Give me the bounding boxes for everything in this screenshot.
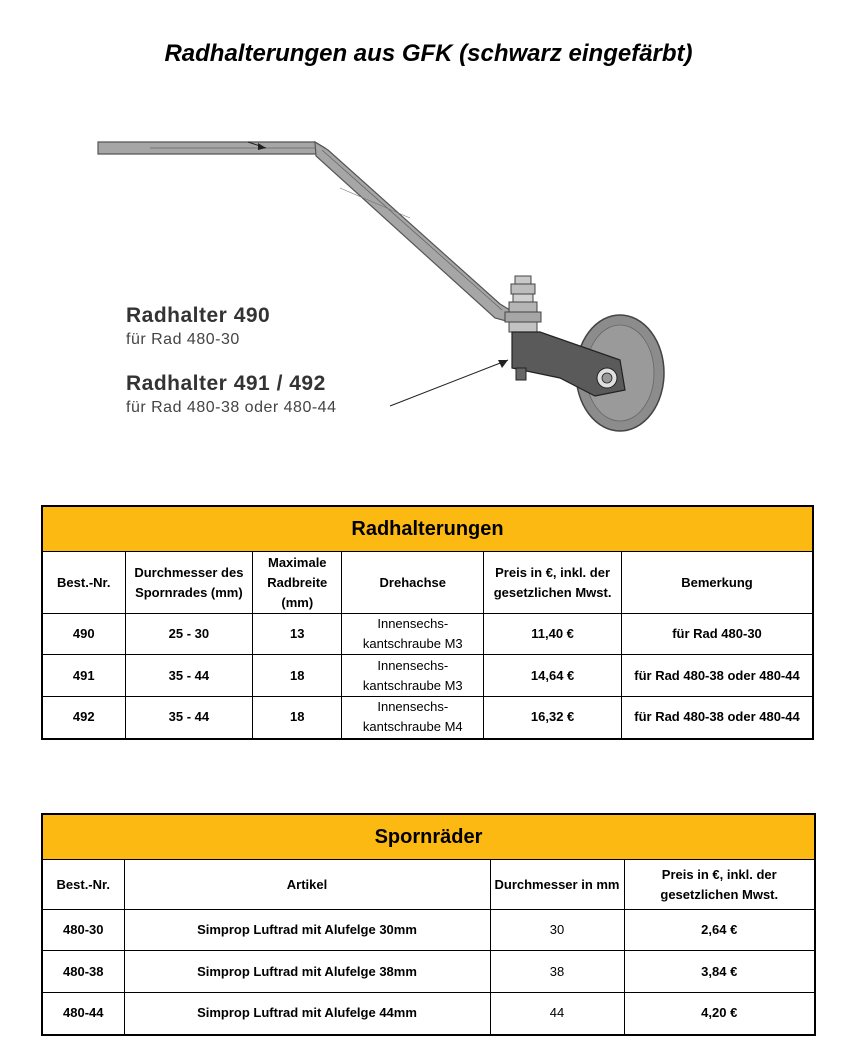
cell-preis: 2,64 € [624,910,815,951]
cell-radbreite: 18 [253,655,342,697]
cell-best-nr: 490 [42,614,125,655]
cell-preis: 4,20 € [624,993,815,1035]
cell-artikel: Simprop Luftrad mit Alufelge 44mm [124,993,490,1035]
table-row [42,993,815,1035]
cell-best-nr: 480-44 [42,993,124,1035]
label-radhalter-491-492-sub: für Rad 480-38 oder 480-44 [126,399,337,416]
cell-artikel: Simprop Luftrad mit Alufelge 38mm [124,951,490,993]
cell-artikel: Simprop Luftrad mit Alufelge 30mm [124,910,490,951]
label-radhalter-490: Radhalter 490 [126,304,271,327]
cell-durchmesser: 38 [490,951,624,993]
cell-preis: 14,64 € [484,655,622,697]
table-row [42,910,815,951]
cell-bemerkung: für Rad 480-38 oder 480-44 [621,697,813,739]
column-header: Durchmesser in mm [490,860,624,910]
column-header: Preis in €, inkl. der gesetzlichen Mwst. [484,552,622,614]
cell-bemerkung: für Rad 480-30 [621,614,813,655]
cell-durchmesser: 30 [490,910,624,951]
column-header: Best.-Nr. [42,860,124,910]
table-title: Radhalterungen [42,506,813,552]
cell-preis: 11,40 € [484,614,622,655]
table-row [42,655,813,697]
cell-durchmesser: 35 - 44 [125,697,253,739]
table-row [42,614,813,655]
radhalterungen-table [41,505,814,740]
cell-best-nr: 492 [42,697,125,739]
cell-drehachse: Innensechs-kantschraube M4 [342,697,484,739]
cell-durchmesser: 44 [490,993,624,1035]
column-header: Durchmesser des Spornrades (mm) [125,552,253,614]
table-title: Spornräder [42,814,815,860]
cell-radbreite: 13 [253,614,342,655]
cell-radbreite: 18 [253,697,342,739]
column-header: Bemerkung [621,552,813,614]
cell-best-nr: 480-30 [42,910,124,951]
cell-drehachse: Innensechs-kantschraube M3 [342,655,484,697]
table-row [42,697,813,739]
spornraeder-table [41,813,816,1036]
cell-best-nr: 480-38 [42,951,124,993]
cell-bemerkung: für Rad 480-38 oder 480-44 [621,655,813,697]
column-header: Preis in €, inkl. der gesetzlichen Mwst. [624,860,815,910]
table-row [42,951,815,993]
cell-drehachse: Innensechs-kantschraube M3 [342,614,484,655]
cell-best-nr: 491 [42,655,125,697]
cell-preis: 3,84 € [624,951,815,993]
label-radhalter-491-492: Radhalter 491 / 492 [126,372,326,395]
cell-durchmesser: 35 - 44 [125,655,253,697]
column-header: Drehachse [342,552,484,614]
column-header: Artikel [124,860,490,910]
label-radhalter-490-sub: für Rad 480-30 [126,331,240,348]
cell-preis: 16,32 € [484,697,622,739]
cell-durchmesser: 25 - 30 [125,614,253,655]
column-header: Maximale Radbreite (mm) [253,552,342,614]
column-header: Best.-Nr. [42,552,125,614]
page-title: Radhalterungen aus GFK (schwarz eingefärbt) [164,40,693,67]
